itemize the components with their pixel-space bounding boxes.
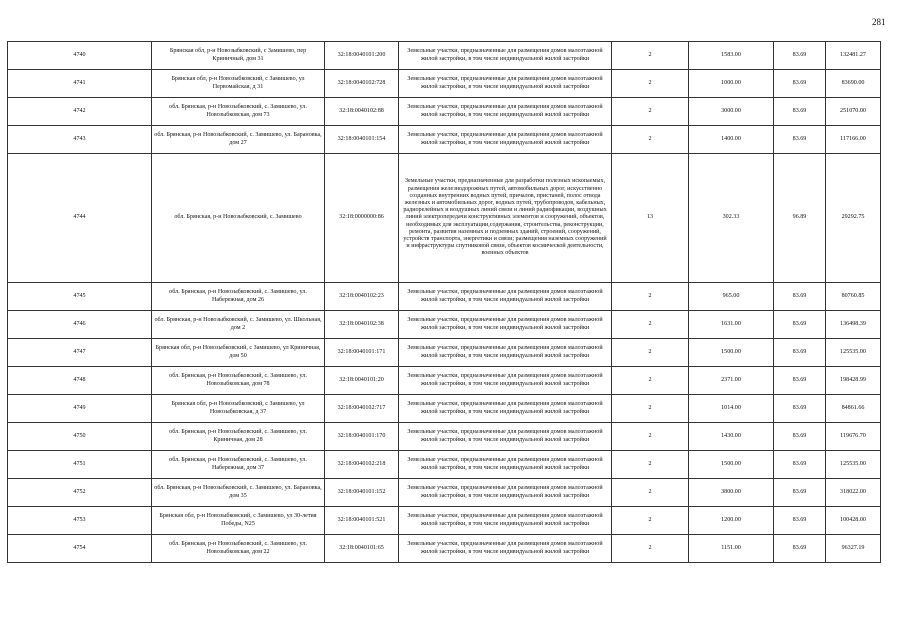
unit-value-cell: 96.89	[774, 154, 826, 283]
land-use-cell: Земельные участки, предназначенные для размещения домов малоэтажной жилой застройки, в том числе индивидуальной жилой застройки	[399, 507, 612, 535]
use-group-cell: 13	[612, 154, 689, 283]
cadastral-number-cell: 32:18:0040101:152	[325, 479, 399, 507]
use-group-cell: 2	[612, 451, 689, 479]
land-use-cell: Земельные участки, предназначенные для размещения домов малоэтажной жилой застройки, в том числе индивидуальной жилой застройки	[399, 395, 612, 423]
address-cell: обл. Брянская, р-н Новозыбковский, с. Замишево, ул. Барановка, дом 35	[152, 479, 325, 507]
cadastral-number-cell: 32:18:0040102:38	[325, 311, 399, 339]
cadastral-number-cell: 32:18:0040102:728	[325, 70, 399, 98]
cadastral-number-cell: 32:18:0040101:170	[325, 423, 399, 451]
table-row	[8, 126, 881, 154]
unit-value-cell: 83.69	[774, 70, 826, 98]
address-cell: обл. Брянская, р-н Новозыбковский, с. Замишево, ул. Набережная, дом 26	[152, 283, 325, 311]
table-row	[8, 154, 881, 283]
use-group-cell: 2	[612, 423, 689, 451]
land-use-cell: Земельные участки, предназначенные для размещения домов малоэтажной жилой застройки, в том числе индивидуальной жилой застройки	[399, 70, 612, 98]
use-group-cell: 2	[612, 70, 689, 98]
table-row	[8, 283, 881, 311]
land-use-cell: Земельные участки, предназначенные для размещения домов малоэтажной жилой застройки, в том числе индивидуальной жилой застройки	[399, 283, 612, 311]
area-cell: 1014.00	[689, 395, 774, 423]
area-cell: 1151.00	[689, 535, 774, 563]
address-cell: обл. Брянская, р-н Новозыбковский, с. Замишево, ул. Набережная, дом 37	[152, 451, 325, 479]
area-cell: 965.00	[689, 283, 774, 311]
unit-value-cell: 83.69	[774, 395, 826, 423]
cadastral-value-cell: 125535.00	[826, 339, 881, 367]
area-cell: 1000.00	[689, 70, 774, 98]
land-use-cell: Земельные участки, предназначенные для размещения домов малоэтажной жилой застройки, в том числе индивидуальной жилой застройки	[399, 423, 612, 451]
land-use-cell: Земельные участки, предназначенные для размещения домов малоэтажной жилой застройки, в том числе индивидуальной жилой застройки	[399, 311, 612, 339]
cadastral-number-cell: 32:18:0040102:218	[325, 451, 399, 479]
use-group-cell: 2	[612, 395, 689, 423]
cadastral-number-cell: 32:18:0040102:23	[325, 283, 399, 311]
use-group-cell: 2	[612, 479, 689, 507]
address-cell: Брянская обл, р-н Новозыбковский, с Замишево, пер Криничный, дом 31	[152, 42, 325, 70]
area-cell: 302.33	[689, 154, 774, 283]
address-cell: обл. Брянская, р-н Новозыбковский, с. Замишево	[152, 154, 325, 283]
row-number: 4754	[8, 535, 152, 563]
row-number: 4750	[8, 423, 152, 451]
cadastral-number-cell: 32:18:0040101:154	[325, 126, 399, 154]
area-cell: 1200.00	[689, 507, 774, 535]
use-group-cell: 2	[612, 98, 689, 126]
area-cell: 2371.00	[689, 367, 774, 395]
use-group-cell: 2	[612, 367, 689, 395]
area-cell: 3000.00	[689, 98, 774, 126]
table-row	[8, 451, 881, 479]
row-number: 4740	[8, 42, 152, 70]
address-cell: обл. Брянская, р-н Новозыбковский, с. Замишево, ул. Школьная, дом 2	[152, 311, 325, 339]
cadastral-value-cell: 84861.66	[826, 395, 881, 423]
land-use-cell: Земельные участки, предназначенные для размещения домов малоэтажной жилой застройки, в том числе индивидуальной жилой застройки	[399, 98, 612, 126]
row-number: 4745	[8, 283, 152, 311]
address-cell: Брянская обл, р-н Новозыбковский, с Замишево, ул Новозыбковская, д 37	[152, 395, 325, 423]
unit-value-cell: 83.69	[774, 126, 826, 154]
table-row	[8, 339, 881, 367]
row-number: 4749	[8, 395, 152, 423]
unit-value-cell: 83.69	[774, 535, 826, 563]
unit-value-cell: 83.69	[774, 479, 826, 507]
land-use-cell: Земельные участки, предназначенные для размещения домов малоэтажной жилой застройки, в том числе индивидуальной жилой застройки	[399, 367, 612, 395]
use-group-cell: 2	[612, 339, 689, 367]
area-cell: 1500.00	[689, 451, 774, 479]
address-cell: обл. Брянская, р-н Новозыбковский, с. Замишево, ул. Новозыбковская, дом 78	[152, 367, 325, 395]
row-number: 4743	[8, 126, 152, 154]
area-cell: 1631.00	[689, 311, 774, 339]
cadastral-value-cell: 83690.00	[826, 70, 881, 98]
cadastral-value-cell: 198428.99	[826, 367, 881, 395]
unit-value-cell: 83.69	[774, 42, 826, 70]
land-use-cell: Земельные участки, предназначенные для размещения домов малоэтажной жилой застройки, в том числе индивидуальной жилой застройки	[399, 535, 612, 563]
cadastral-value-cell: 318022.00	[826, 479, 881, 507]
table-row	[8, 395, 881, 423]
table-row	[8, 42, 881, 70]
area-cell: 1400.00	[689, 126, 774, 154]
cadastral-number-cell: 32:18:0000000:86	[325, 154, 399, 283]
cadastral-value-cell: 80760.85	[826, 283, 881, 311]
row-number: 4753	[8, 507, 152, 535]
address-cell: обл. Брянская, р-н Новозыбковский, с. Замишево, ул. Барановка, дом 27	[152, 126, 325, 154]
cadastral-number-cell: 32:18:0040101:20	[325, 367, 399, 395]
table-row	[8, 507, 881, 535]
row-number: 4742	[8, 98, 152, 126]
area-cell: 3800.00	[689, 479, 774, 507]
table-row	[8, 423, 881, 451]
use-group-cell: 2	[612, 507, 689, 535]
row-number: 4741	[8, 70, 152, 98]
table-row	[8, 367, 881, 395]
unit-value-cell: 83.69	[774, 283, 826, 311]
land-use-cell: Земельные участки, предназначенные для размещения домов малоэтажной жилой застройки, в том числе индивидуальной жилой застройки	[399, 451, 612, 479]
unit-value-cell: 83.69	[774, 367, 826, 395]
use-group-cell: 2	[612, 535, 689, 563]
row-number: 4744	[8, 154, 152, 283]
cadastral-value-cell: 29292.75	[826, 154, 881, 283]
table-row	[8, 479, 881, 507]
use-group-cell: 2	[612, 311, 689, 339]
unit-value-cell: 83.69	[774, 98, 826, 126]
row-number: 4752	[8, 479, 152, 507]
land-use-cell: Земельные участки, предназначенные для размещения домов малоэтажной жилой застройки, в том числе индивидуальной жилой застройки	[399, 126, 612, 154]
cadastral-number-cell: 32:18:0040102:717	[325, 395, 399, 423]
use-group-cell: 2	[612, 283, 689, 311]
use-group-cell: 2	[612, 42, 689, 70]
land-use-cell: Земельные участки, предназначенные для размещения домов малоэтажной жилой застройки, в том числе индивидуальной жилой застройки	[399, 339, 612, 367]
table-row	[8, 70, 881, 98]
unit-value-cell: 83.69	[774, 423, 826, 451]
cadastral-value-cell: 117166.00	[826, 126, 881, 154]
cadastral-value-table	[7, 41, 881, 563]
unit-value-cell: 83.69	[774, 339, 826, 367]
address-cell: Брянская обл, р-н Новозыбковский, с Замишево, ул Криничная, дом 50	[152, 339, 325, 367]
unit-value-cell: 83.69	[774, 451, 826, 479]
land-use-cell: Земельные участки, предназначенные для разработки полезных ископаемых, размещения железнодорожных путей, автомобильных дорог, искусственно созданных внутренних водных путей, причалов, пристаней, полос отвода железных и автомобильных дорог, водных путей, трубопроводов, кабельных, радиорелейных и воздушных линий связи и линий радиофикации, воздушных линий электропередачи конструктивных элементов и сооружений, объектов, необходимых для эксплуатации,содержания, строительства, реконструкции, ремонта, развития наземных и подземных зданий, строений, сооружений, устройств транспорта, энергетики и связи; размещения наземных сооружений и инфраструктуры спутниковой связи, объектов космической деятельности, военных объектов	[399, 154, 612, 283]
cadastral-number-cell: 32:18:0040101:65	[325, 535, 399, 563]
row-number: 4751	[8, 451, 152, 479]
unit-value-cell: 83.69	[774, 507, 826, 535]
table-row	[8, 98, 881, 126]
address-cell: Брянская обл, р-н Новозыбковский, с Замишево, ул 30-летия Победы, N25	[152, 507, 325, 535]
address-cell: обл. Брянская, р-н Новозыбковский, с. Замишево, ул. Криничная, дом 28	[152, 423, 325, 451]
address-cell: Брянская обл, р-н Новозыбковский, с Замишево, ул Первомайская, д 31	[152, 70, 325, 98]
cadastral-number-cell: 32:18:0040101:200	[325, 42, 399, 70]
cadastral-number-cell: 32:18:0040101:521	[325, 507, 399, 535]
area-cell: 1430.00	[689, 423, 774, 451]
cadastral-value-cell: 100428.00	[826, 507, 881, 535]
unit-value-cell: 83.69	[774, 311, 826, 339]
cadastral-value-cell: 251070.00	[826, 98, 881, 126]
use-group-cell: 2	[612, 126, 689, 154]
page-number: 281	[872, 17, 886, 27]
row-number: 4746	[8, 311, 152, 339]
cadastral-number-cell: 32:18:0040102:88	[325, 98, 399, 126]
table-row	[8, 311, 881, 339]
area-cell: 1583.00	[689, 42, 774, 70]
cadastral-value-cell: 119676.70	[826, 423, 881, 451]
address-cell: обл. Брянская, р-н Новозыбковский, с. Замишево, ул. Новозыбковская, дом 22	[152, 535, 325, 563]
cadastral-value-cell: 96327.19	[826, 535, 881, 563]
land-use-cell: Земельные участки, предназначенные для размещения домов малоэтажной жилой застройки, в том числе индивидуальной жилой застройки	[399, 42, 612, 70]
cadastral-value-cell: 125535.00	[826, 451, 881, 479]
area-cell: 1500.00	[689, 339, 774, 367]
cadastral-value-cell: 136498.39	[826, 311, 881, 339]
cadastral-value-cell: 132481.27	[826, 42, 881, 70]
land-use-cell: Земельные участки, предназначенные для размещения домов малоэтажной жилой застройки, в том числе индивидуальной жилой застройки	[399, 479, 612, 507]
address-cell: обл. Брянская, р-н Новозыбковский, с. Замишево, ул. Новозыбковская, дом 73	[152, 98, 325, 126]
cadastral-number-cell: 32:18:0040101:171	[325, 339, 399, 367]
row-number: 4748	[8, 367, 152, 395]
table-row	[8, 535, 881, 563]
row-number: 4747	[8, 339, 152, 367]
